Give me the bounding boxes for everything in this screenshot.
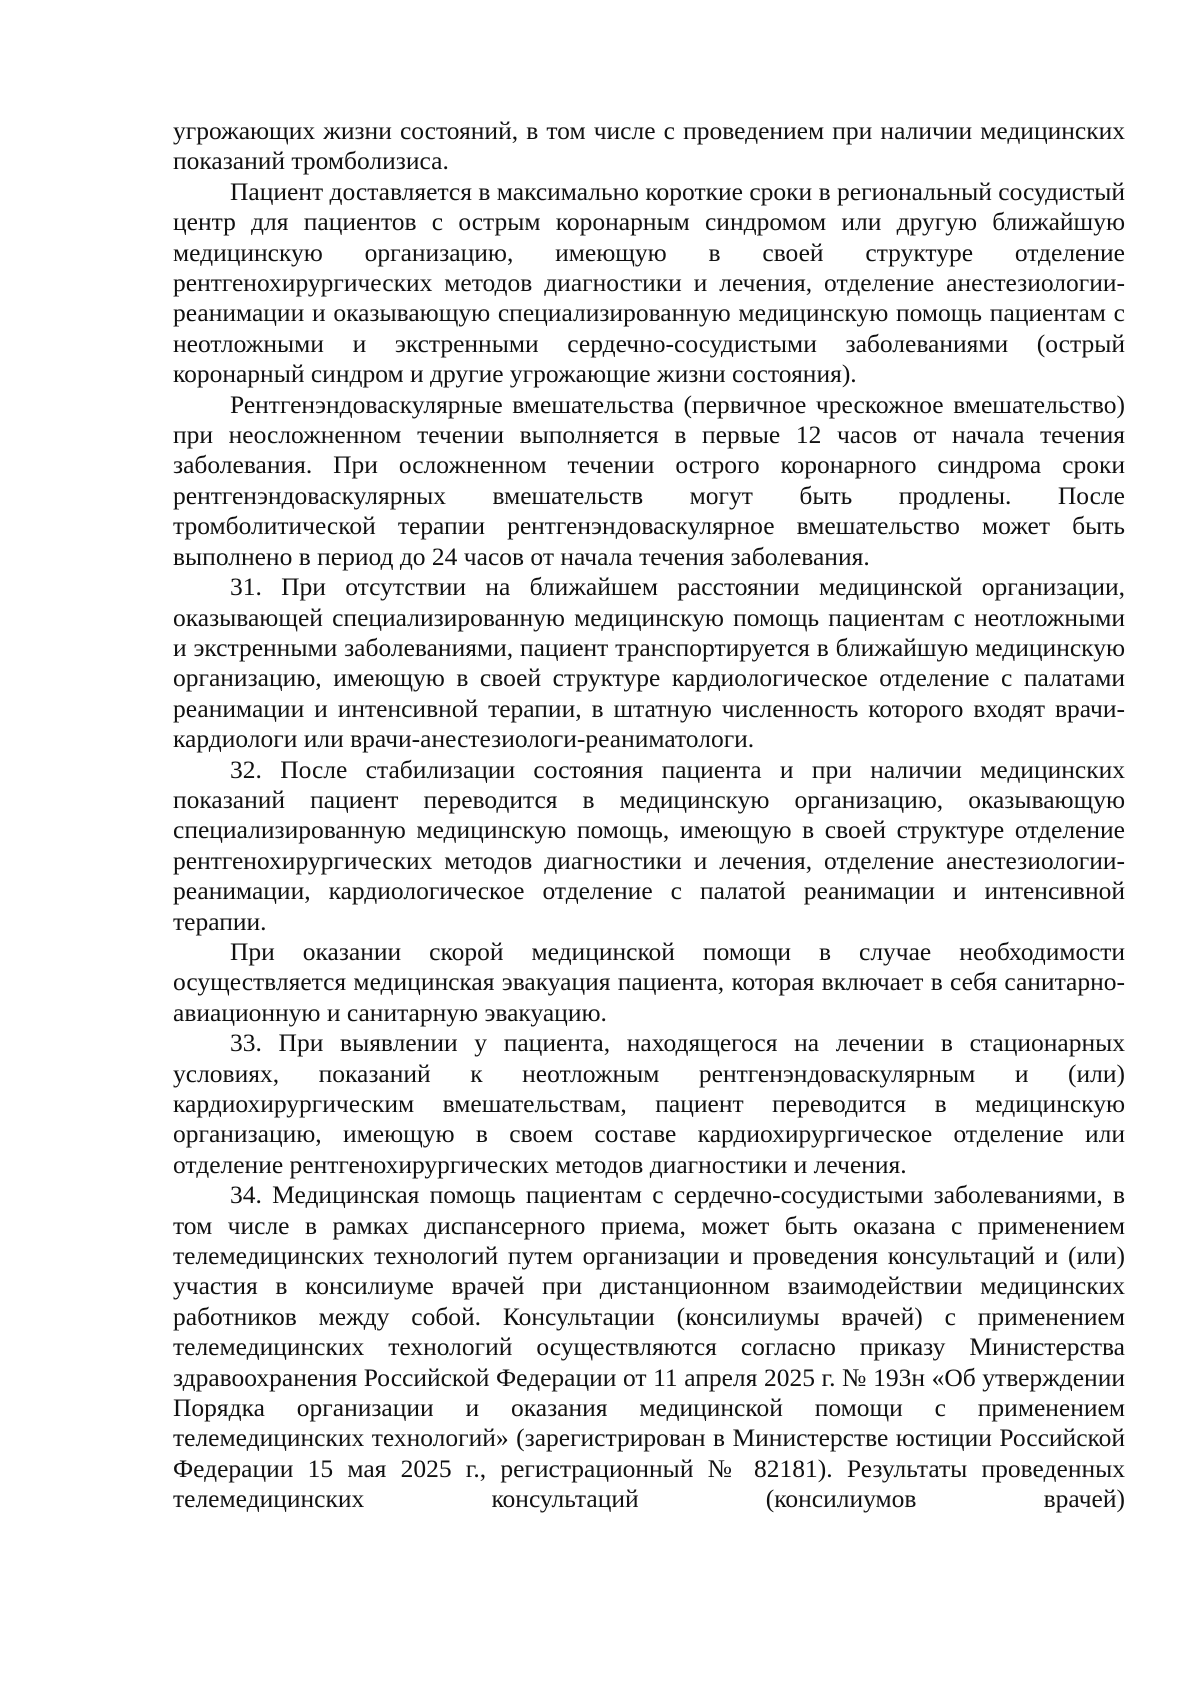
paragraph-item-34: 34. Медицинская помощь пациентам с сердечно-сосудистыми заболеваниями, в том числе в рамках диспансерного приема, может быть оказана с применением телемедицинских технологий путем организации и проведения консультаций и (или) участия в консилиуме врачей при дистанционном взаимодействии медицинских работников между собой. Консультации (консилиумы врачей) с применением телемедицинских технологий осуществляются согласно приказу Министерства здравоохранения Российской Федерации от 11 апреля 2025 г. № 193н «Об утверждении Порядка организации и оказания медицинской помощи с применением телемедицинских технологий» (зарегистрирован в Министерстве юстиции Российской Федерации 15 мая 2025 г., регистрационный № 82181). Результаты проведенных телемедицинских консультаций (консилиумов врачей) <box>173 1180 1125 1514</box>
paragraph-endovascular-interventions: Рентгенэндоваскулярные вмешательства (первичное чрескожное вмешательство) при неосложненном течении выполняется в первые 12 часов от начала течения заболевания. При осложненном течении острого коронарного синдрома сроки рентгенэндоваскулярных вмешательств могут быть продлены. После тромболитической терапии рентгенэндоваскулярное вмешательство может быть выполнено в период до 24 часов от начала течения заболевания. <box>173 389 1125 571</box>
paragraph-item-31: 31. При отсутствии на ближайшем расстоянии медицинской организации, оказывающей специализированную медицинскую помощь пациентам с неотложными и экстренными заболеваниями, пациент транспортируется в ближайшую медицинскую организацию, имеющую в своей структуре кардиологическое отделение с палатами реанимации и интенсивной терапии, в штатную численность которого входят врачи-кардиологи или врачи-анестезиологи-реаниматологи. <box>173 572 1125 754</box>
paragraph-medical-evacuation: При оказании скорой медицинской помощи в случае необходимости осуществляется медицинская эвакуация пациента, которая включает в себя санитарно-авиационную и санитарную эвакуацию. <box>173 936 1125 1027</box>
paragraph-item-32: 32. После стабилизации состояния пациента и при наличии медицинских показаний пациент переводится в медицинскую организацию, оказывающую специализированную медицинскую помощь, имеющую в своей структуре отделение рентгенохирургических методов диагностики и лечения, отделение анестезиологии-реанимации, кардиологическое отделение с палатой реанимации и интенсивной терапии. <box>173 754 1125 936</box>
document-body <box>173 116 1125 1515</box>
paragraph-continuation: угрожающих жизни состояний, в том числе с проведением при наличии медицинских показаний тромболизиса. <box>173 116 1125 176</box>
paragraph-patient-delivery: Пациент доставляется в максимально короткие сроки в региональный сосудистый центр для пациентов с острым коронарным синдромом или другую ближайшую медицинскую организацию, имеющую в своей структуре отделение рентгенохирургических методов диагностики и лечения, отделение анестезиологии-реанимации и оказывающую специализированную медицинскую помощь пациентам с неотложными и экстренными сердечно-сосудистыми заболеваниями (острый коронарный синдром и другие угрожающие жизни состояния). <box>173 176 1125 389</box>
paragraph-item-33: 33. При выявлении у пациента, находящегося на лечении в стационарных условиях, показаний к неотложным рентгенэндоваскулярным и (или) кардиохирургическим вмешательствам, пациент переводится в медицинскую организацию, имеющую в своем составе кардиохирургическое отделение или отделение рентгенохирургических методов диагностики и лечения. <box>173 1028 1125 1179</box>
